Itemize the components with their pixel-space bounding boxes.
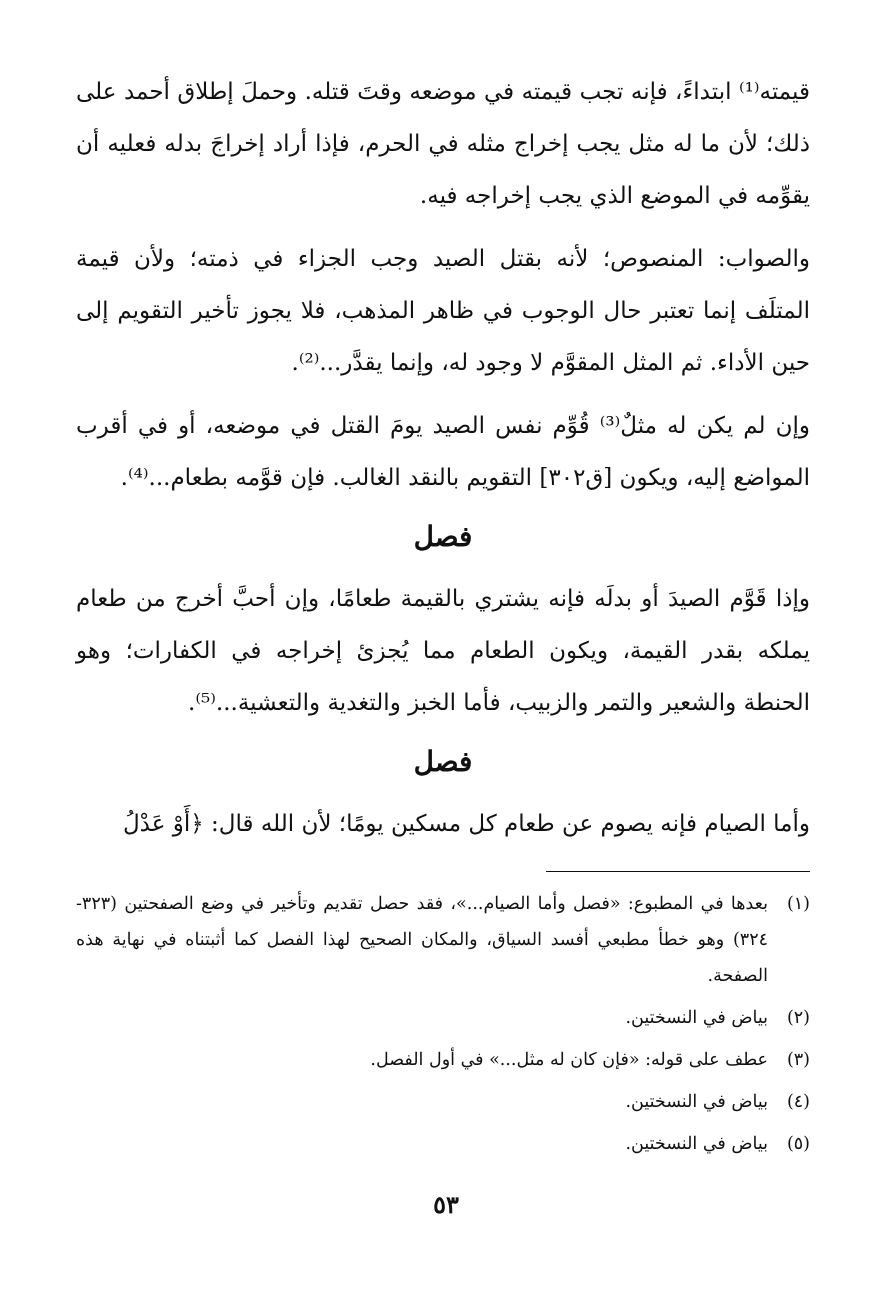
footnote-text: بياض في النسختين. [625, 1008, 768, 1028]
main-text [76, 66, 810, 861]
paragraph-2: والصواب: المنصوص؛ لأنه بقتل الصيد وجب الجزاء في ذمته؛ ولأن قيمة المتلَف إنما تعتبر حال الوجوب في ظاهر المذهب، فلا يجوز تأخير التقويم إلى حين الأداء. ثم المثل المقوَّم لا وجود له، وإنما يقدَّر...⁽²⁾. [76, 246, 810, 376]
footnote-number: (٣) [786, 1050, 810, 1070]
footnote-text: بياض في النسختين. [625, 1134, 768, 1154]
footnote-4 [76, 1084, 810, 1120]
section-heading-2: فصل [413, 745, 473, 778]
section-heading-1: فصل [413, 520, 473, 553]
footnote-1 [76, 886, 810, 994]
footnote-text: بعدها في المطبوع: «فصل وأما الصيام...»، فقد حصل تقديم وتأخير في وضع الصفحتين (٣٢٣- ٣٢٤) وهو خطأ مطبعي أفسد السياق، والمكان الصحيح لهذا الفصل كما أثبتناه في نهاية هذه الصفحة. [76, 894, 768, 986]
footnote-number: (٤) [786, 1092, 810, 1112]
page-number: ٥٣ [433, 1190, 459, 1219]
footnote-number: (٢) [786, 1008, 810, 1028]
paragraph-3: وإن لم يكن له مثلٌ⁽³⁾ قُوِّم نفس الصيد يومَ القتل في موضعه، أو في أقرب المواضع إليه، ويكون [ق٣٠٢] التقويم بالنقد الغالب. فإن قوَّمه بطعام...⁽⁴⁾. [76, 413, 810, 491]
footnote-divider [546, 871, 810, 872]
paragraph-5: وأما الصيام فإنه يصوم عن طعام كل مسكين يومًا؛ لأن الله قال: ﴿أَوْ عَدْلُ [122, 811, 810, 837]
footnote-3 [76, 1042, 810, 1078]
footnotes [76, 886, 810, 1168]
footnote-number: (٥) [786, 1134, 810, 1154]
footnote-number: (١) [786, 894, 810, 914]
footnote-2 [76, 1000, 810, 1036]
paragraph-4: وإذا قَوَّم الصيدَ أو بدلَه فإنه يشتري بالقيمة طعامًا، وإن أحبَّ أخرج من طعام يملكه بقدر القيمة، ويكون الطعام مما يُجزئ إخراجه في الكفارات؛ وهو الحنطة والشعير والتمر والزبيب، فأما الخبز والتغدية والتعشية...⁽⁵⁾. [76, 586, 810, 716]
footnote-5 [76, 1126, 810, 1162]
paragraph-1: قيمته⁽¹⁾ ابتداءً، فإنه تجب قيمته في موضعه وقتَ قتله. وحملَ إطلاق أحمد على ذلك؛ لأن ما له مثل يجب إخراج مثله في الحرم، فإذا أراد إخراجَ بدله فعليه أن يقوِّمه في الموضع الذي يجب إخراجه فيه. [76, 79, 810, 209]
footnote-text: بياض في النسختين. [625, 1092, 768, 1112]
footnote-text: عطف على قوله: «فإن كان له مثل...» في أول الفصل. [370, 1050, 768, 1070]
